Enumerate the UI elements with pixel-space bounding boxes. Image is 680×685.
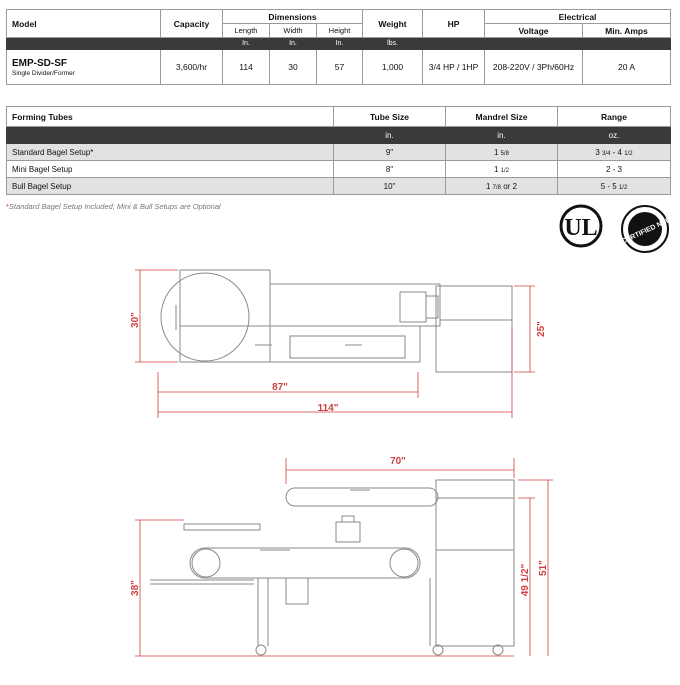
setup-name: Bull Bagel Setup bbox=[7, 178, 334, 195]
dimension-depth-25: 25" bbox=[536, 321, 547, 337]
dimension-length-114: 114" bbox=[317, 403, 339, 414]
header-hp: HP bbox=[423, 10, 485, 38]
header-model: Model bbox=[7, 10, 161, 38]
header-tube-size: Tube Size bbox=[334, 107, 446, 127]
ul-logo bbox=[561, 206, 601, 246]
range-part-a: 2 - 3 bbox=[605, 164, 622, 174]
range-part-a: 5 - 5 bbox=[600, 181, 619, 191]
header-length: Length bbox=[223, 24, 270, 38]
mandrel-whole: 1 bbox=[493, 147, 501, 157]
side-view-drawing bbox=[150, 480, 514, 655]
dimension-height-49-half: 49 1/2" bbox=[520, 563, 531, 597]
mandrel-whole: 1 bbox=[485, 181, 493, 191]
width-value: 30 bbox=[270, 50, 317, 85]
header-forming-tubes: Forming Tubes bbox=[7, 107, 334, 127]
nsf-logo-text: CERTIFIED NSF bbox=[620, 216, 672, 246]
dimension-length-70: 70" bbox=[390, 456, 406, 467]
top-view-dimension-lines bbox=[135, 270, 535, 418]
unit-height: In. bbox=[317, 38, 363, 50]
range-fraction-1: 1/2 bbox=[618, 184, 628, 191]
header-electrical: Electrical bbox=[485, 10, 671, 24]
header-range: Range bbox=[558, 107, 671, 127]
header-dimensions: Dimensions bbox=[223, 10, 363, 24]
dimension-height-51: 51" bbox=[538, 560, 549, 576]
unit-mandrel-size: in. bbox=[446, 127, 558, 144]
unit-width: In. bbox=[270, 38, 317, 50]
amps-value: 20 A bbox=[583, 50, 671, 85]
length-value: 114 bbox=[223, 50, 270, 85]
top-view-drawing bbox=[161, 270, 512, 372]
tube-size: 10" bbox=[334, 178, 446, 195]
tube-size: 8" bbox=[334, 161, 446, 178]
footnote-star: * bbox=[6, 202, 9, 211]
dimension-width-30: 30" bbox=[130, 312, 141, 328]
dimension-length-87: 87" bbox=[272, 382, 288, 393]
footnote-text: Standard Bagel Setup Included; Mini & Bull Setups are Optional bbox=[8, 202, 221, 211]
header-weight: Weight bbox=[363, 10, 423, 38]
unit-tube-size: in. bbox=[334, 127, 446, 144]
header-capacity: Capacity bbox=[161, 10, 223, 38]
height-value: 57 bbox=[317, 50, 363, 85]
range-part-b: - 4 bbox=[610, 147, 625, 157]
unit-weight: lbs. bbox=[363, 38, 423, 50]
dimension-height-38: 38" bbox=[130, 580, 141, 596]
header-voltage: Voltage bbox=[485, 24, 583, 38]
range-fraction-2: 1/2 bbox=[624, 150, 633, 157]
capacity-value: 3,600/hr bbox=[161, 50, 223, 85]
setup-name: Mini Bagel Setup bbox=[7, 161, 334, 178]
ul-logo-text: UL bbox=[564, 215, 598, 241]
mandrel-fraction: 5/8 bbox=[500, 150, 509, 157]
weight-value: 1,000 bbox=[363, 50, 423, 85]
range-fraction-1: 3/4 bbox=[602, 150, 611, 157]
unit-length: In. bbox=[223, 38, 270, 50]
mandrel-fraction: 1/2 bbox=[500, 167, 509, 174]
setup-name: Standard Bagel Setup* bbox=[7, 144, 334, 161]
unit-range: oz. bbox=[558, 127, 671, 144]
header-width: Width bbox=[270, 24, 317, 38]
mandrel-extra: or 2 bbox=[501, 181, 518, 191]
model-name: EMP-SD-SF bbox=[12, 57, 67, 69]
voltage-value: 208-220V / 3Ph/60Hz bbox=[485, 50, 583, 85]
header-mandrel-size: Mandrel Size bbox=[446, 107, 558, 127]
model-subtitle: Single Divider/Former bbox=[12, 69, 75, 77]
nsf-certified-logo bbox=[621, 206, 673, 252]
mandrel-fraction: 7/8 bbox=[492, 184, 501, 191]
mandrel-whole: 1 bbox=[493, 164, 501, 174]
hp-value: 3/4 HP / 1HP bbox=[423, 50, 485, 85]
range-part-a: 3 bbox=[595, 147, 603, 157]
header-height: Height bbox=[317, 24, 363, 38]
tube-size: 9" bbox=[334, 144, 446, 161]
header-min-amps: Min. Amps bbox=[583, 24, 671, 38]
